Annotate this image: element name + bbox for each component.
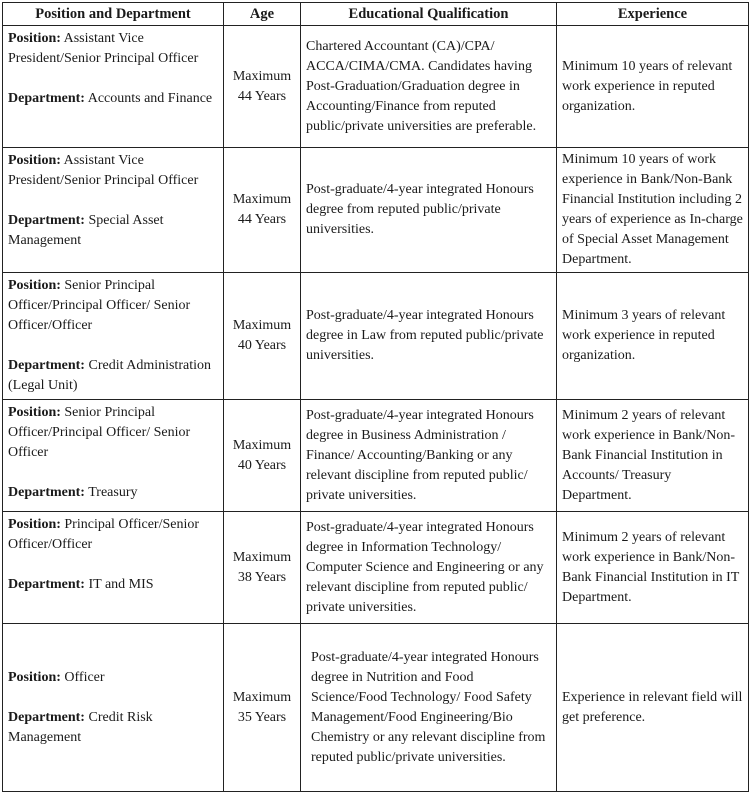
position-label: Position: bbox=[8, 31, 61, 46]
position-value: Assistant Vice President/Senior Principal Officer bbox=[8, 153, 199, 188]
experience-cell: Minimum 3 years of relevant work experience in reputed organization. bbox=[557, 273, 749, 400]
education-cell: Post-graduate/4-year integrated Honours degree in Law from reputed public/private universities. bbox=[301, 273, 557, 400]
age-value: 44 Years bbox=[237, 212, 287, 227]
age-cell bbox=[224, 624, 301, 792]
position-department-cell bbox=[3, 624, 224, 792]
table-row bbox=[3, 26, 749, 148]
header-row bbox=[3, 3, 749, 26]
experience-cell: Experience in relevant field will get preference. bbox=[557, 624, 749, 792]
age-cell bbox=[224, 148, 301, 273]
position-value: Senior Principal Officer/Principal Officer/ Senior Officer/Officer bbox=[8, 278, 191, 333]
age-cell bbox=[224, 512, 301, 624]
age-value: 38 Years bbox=[237, 569, 287, 585]
education-cell: Post-graduate/4-year integrated Honours degree from reputed public/private universities. bbox=[301, 148, 557, 273]
department-label: Department: bbox=[8, 213, 85, 228]
department-value: Credit Administration (Legal Unit) bbox=[8, 358, 211, 393]
position-label: Position: bbox=[8, 278, 61, 293]
age-prefix: Maximum bbox=[232, 689, 292, 705]
experience-cell: Minimum 2 years of relevant work experience in Bank/Non-Bank Financial Institution in IT Department. bbox=[557, 512, 749, 624]
age-prefix: Maximum bbox=[232, 549, 292, 565]
department-label: Department: bbox=[8, 577, 85, 592]
age-cell bbox=[224, 273, 301, 400]
position-value: Officer bbox=[64, 669, 105, 685]
position-value: Senior Principal Officer/Principal Officer/ Senior Officer bbox=[8, 405, 191, 460]
position-department-cell bbox=[3, 512, 224, 624]
position-value: Principal Officer/Senior Officer/Officer bbox=[8, 517, 200, 552]
table-row bbox=[3, 273, 749, 400]
position-label: Position: bbox=[8, 153, 61, 168]
header-age: Age bbox=[224, 3, 301, 26]
education-cell: Chartered Accountant (CA)/CPA/ ACCA/CIMA/CMA. Candidates having Post-Graduation/Graduation degree in Accounting/Finance from reputed public/private universities are preferable. bbox=[301, 26, 557, 148]
department-label: Department: bbox=[8, 485, 85, 500]
age-cell bbox=[224, 400, 301, 512]
table-row bbox=[3, 148, 749, 273]
experience-cell: Minimum 10 years of work experience in Bank/Non-Bank Financial Institution including 2 years of experience as In-charge of Special Asset Management Department. bbox=[557, 148, 749, 273]
position-label: Position: bbox=[8, 405, 61, 420]
position-label: Position: bbox=[8, 669, 61, 685]
header-experience: Experience bbox=[557, 3, 749, 26]
department-label: Department: bbox=[8, 709, 85, 725]
position-department-cell bbox=[3, 148, 224, 273]
table-row bbox=[3, 512, 749, 624]
position-value: Assistant Vice President/Senior Principal Officer bbox=[8, 31, 199, 66]
department-value: Credit Risk Management bbox=[8, 709, 153, 745]
age-value: 44 Years bbox=[237, 88, 287, 104]
department-label: Department: bbox=[8, 91, 85, 106]
age-value: 40 Years bbox=[237, 457, 287, 473]
department-value: Accounts and Finance bbox=[87, 91, 213, 106]
education-cell: Post-graduate/4-year integrated Honours degree in Information Technology/ Computer Science and Engineering or any relevant discipline from reputed public/ private universities. bbox=[301, 512, 557, 624]
position-department-cell bbox=[3, 26, 224, 148]
department-label: Department: bbox=[8, 358, 85, 373]
age-prefix: Maximum bbox=[232, 192, 292, 207]
age-prefix: Maximum bbox=[232, 437, 292, 453]
position-department-cell bbox=[3, 400, 224, 512]
education-cell: Post-graduate/4-year integrated Honours degree in Business Administration / Finance/ Accounting/Banking or any relevant discipline from reputed public/ private universities. bbox=[301, 400, 557, 512]
header-position-department: Position and Department bbox=[3, 3, 224, 26]
department-value: Special Asset Management bbox=[8, 213, 164, 248]
position-label: Position: bbox=[8, 517, 61, 532]
age-prefix: Maximum bbox=[232, 318, 292, 333]
department-value: IT and MIS bbox=[88, 577, 154, 592]
experience-cell: Minimum 2 years of relevant work experience in Bank/Non-Bank Financial Institution in Accounts/ Treasury Department. bbox=[557, 400, 749, 512]
position-department-cell bbox=[3, 273, 224, 400]
age-prefix: Maximum bbox=[232, 68, 292, 84]
table-row bbox=[3, 624, 749, 792]
job-requirements-table bbox=[2, 2, 749, 792]
header-education: Educational Qualification bbox=[301, 3, 557, 26]
experience-cell: Minimum 10 years of relevant work experience in reputed organization. bbox=[557, 26, 749, 148]
age-cell bbox=[224, 26, 301, 148]
age-value: 35 Years bbox=[237, 709, 287, 725]
education-cell: Post-graduate/4-year integrated Honours degree in Nutrition and Food Science/Food Technology/ Food Safety Management/Food Engineering/Bio Chemistry or any relevant discipline from reputed public/private universities. bbox=[301, 624, 557, 792]
age-value: 40 Years bbox=[237, 338, 287, 353]
department-value: Treasury bbox=[88, 485, 138, 500]
table-row bbox=[3, 400, 749, 512]
